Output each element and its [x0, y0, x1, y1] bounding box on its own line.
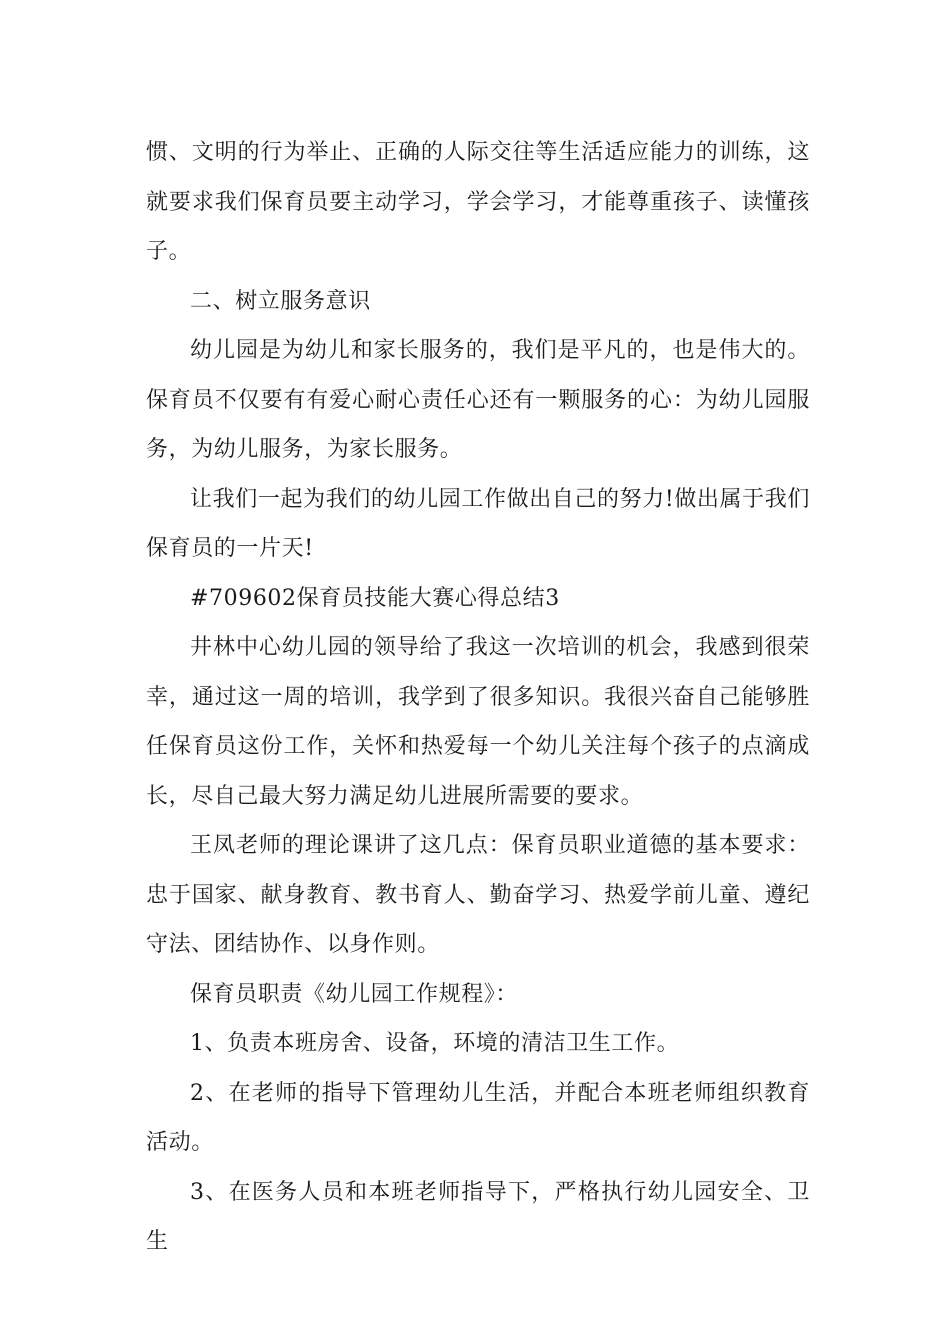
article-title: #709602保育员技能大赛心得总结3 — [190, 585, 560, 611]
list-item-2: 2、在老师的指导下管理幼儿生活，并配合本班老师组织教育活动。 — [146, 1080, 810, 1155]
document-body — [146, 128, 810, 1267]
section-heading-2: 二、树立服务意识 — [190, 288, 371, 314]
paragraph-1: 惯、文明的行为举止、正确的人际交往等生活适应能力的训练，这就要求我们保育员要主动学习，学会学习，才能尊重孩子、读懂孩子。 — [146, 140, 810, 264]
paragraph-6: 井林中心幼儿园的领导给了我这一次培训的机会，我感到很荣幸，通过这一周的培训，我学到了很多知识。我很兴奋自己能够胜任保育员这份工作，关怀和热爱每一个幼儿关注每个孩子的点滴成长，尽自己最大努力满足幼儿进展所需要的要求。 — [146, 635, 810, 809]
paragraph-3: 幼儿园是为幼儿和家长服务的，我们是平凡的，也是伟大的。保育员不仅要有有爱心耐心责任心还有一颗服务的心：为幼儿园服务，为幼儿服务，为家长服务。 — [146, 338, 810, 462]
paragraph-7: 王凤老师的理论课讲了这几点：保育员职业道德的基本要求：忠于国家、献身教育、教书育人、勤奋学习、热爱学前儿童、遵纪守法、团结协作、以身作则。 — [146, 833, 810, 957]
list-item-3: 3、在医务人员和本班老师指导下，严格执行幼儿园安全、卫生 — [146, 1179, 810, 1254]
paragraph-4: 让我们一起为我们的幼儿园工作做出自己的努力!做出属于我们保育员的一片天! — [146, 486, 810, 561]
list-item-1: 1、负责本班房舍、设备，环境的清洁卫生工作。 — [190, 1031, 680, 1056]
paragraph-8: 保育员职责《幼儿园工作规程》： — [190, 981, 519, 1007]
